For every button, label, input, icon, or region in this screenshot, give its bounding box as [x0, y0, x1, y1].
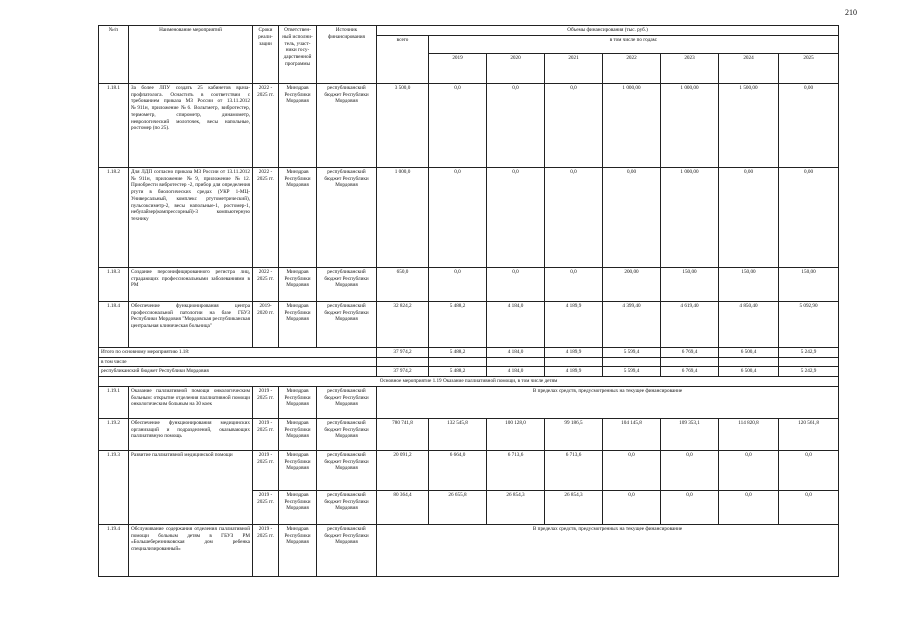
row-total: 3 500,0: [377, 83, 429, 167]
table-row: [99, 301, 839, 347]
row-responsible: Минздрав Республики Мордовия: [279, 450, 317, 490]
row-value: 0,0: [661, 490, 719, 524]
section-row: [99, 377, 839, 387]
table-row: [99, 524, 839, 576]
total-value: 5 599,4: [603, 347, 661, 357]
total-label: в том числе: [99, 357, 377, 367]
total-value: 37 974,2: [377, 347, 429, 357]
row-name: Оказание паллиативной помощи онкологическим больным: открытие отделения паллиативной помощи онкологическим больным на 30 коек: [129, 386, 253, 418]
table-row: [99, 83, 839, 167]
row-note: В пределах средств, предусмотренных на текущее финансирование: [377, 524, 839, 576]
row-value: 0,0: [779, 490, 839, 524]
row-num: 1.19.4: [99, 524, 129, 576]
row-total: 1 000,0: [377, 167, 429, 267]
row-value: 0,0: [487, 167, 545, 267]
total-value: 5 242,9: [779, 347, 839, 357]
row-value: 0,0: [545, 267, 603, 301]
row-value: 0,0: [545, 83, 603, 167]
row-value: 100 128,0: [487, 418, 545, 450]
header-year: 2025: [779, 53, 839, 83]
row-value: 4 619,40: [661, 301, 719, 347]
row-responsible: Минздрав Республики Мордовия: [279, 386, 317, 418]
row-value: 0,00: [779, 83, 839, 167]
row-responsible: Минздрав Республики Мордовия: [279, 301, 317, 347]
row-value: 5 092,90: [779, 301, 839, 347]
page-number: 210: [845, 8, 857, 17]
header-num: №/п: [99, 26, 129, 84]
row-source: республиканский бюджет Республики Мордовия: [317, 524, 377, 576]
financing-table: [98, 25, 839, 577]
row-value: 114 820,8: [719, 418, 779, 450]
row-value: 0,0: [603, 450, 661, 490]
row-value: 6 713,6: [545, 450, 603, 490]
row-value: 26 655,8: [429, 490, 487, 524]
row-name: Создание персонифицированного регистра лиц, страдающих профессиональными заболеваниями в РМ: [129, 267, 253, 301]
total-value: 5 488,2: [429, 367, 487, 377]
header-year: 2023: [661, 53, 719, 83]
row-value: 0,0: [429, 167, 487, 267]
row-responsible: Минздрав Республики Мордовия: [279, 418, 317, 450]
row-term: 2019 - 2025 гг.: [253, 450, 279, 490]
total-label: республиканский бюджет Республики Мордовия: [99, 367, 377, 377]
total-value: 6 500,4: [719, 367, 779, 377]
row-name: Обеспечение функционирования центра профессиональной патологии на базе ГБУЗ Республики Мордовия "Мордовская республиканская центральная клиническая больница": [129, 301, 253, 347]
row-value: 0,0: [603, 490, 661, 524]
header-year: 2020: [487, 53, 545, 83]
row-source: республиканский бюджет Республики Мордовия: [317, 167, 377, 267]
row-value: 1 000,00: [661, 83, 719, 167]
row-value: 200,00: [603, 267, 661, 301]
row-value: 0,00: [779, 167, 839, 267]
row-num: 1.18.4: [99, 301, 129, 347]
row-source: республиканский бюджет Республики Мордовия: [317, 450, 377, 490]
header-incl: в том числе по годам:: [429, 35, 839, 53]
row-num: 1.18.1: [99, 83, 129, 167]
row-term: 2022 - 2025 гг.: [253, 167, 279, 267]
row-num: 1.19.3: [99, 450, 129, 524]
total-value: 6 769,4: [661, 367, 719, 377]
row-term: 2022 - 2025 гг.: [253, 83, 279, 167]
row-value: 1 000,00: [603, 83, 661, 167]
row-value: 0,0: [779, 450, 839, 490]
row-value: 150,00: [779, 267, 839, 301]
header-total: всего: [377, 35, 429, 83]
total-label: Итого по основному мероприятию 1.18:: [99, 347, 377, 357]
header-year: 2022: [603, 53, 661, 83]
table-row: [99, 167, 839, 267]
header-year: 2021: [545, 53, 603, 83]
table-row: [99, 386, 839, 418]
section-title: Основное мероприятие 1.19 Оказание паллиативной помощи, в том числе детям: [99, 377, 839, 387]
row-name: Обслуживание содержания отделения паллиативной помощи больным детям в ГБУЗ РМ «Большеберезниковская дом ребенка специализированный»: [129, 524, 253, 576]
total-value: 5 488,2: [429, 347, 487, 357]
total-value: 6 500,4: [719, 347, 779, 357]
row-source: республиканский бюджет Республики Мордовия: [317, 267, 377, 301]
row-value: 5 488,2: [429, 301, 487, 347]
row-value: 0,0: [429, 83, 487, 167]
row-value: 104 145,8: [603, 418, 661, 450]
row-total: 780 741,8: [377, 418, 429, 450]
row-name: Для ЛДП согласно приказа МЗ России от 13.11.2012 №911н, приложение №9, приложение №12. Приобрести вибротестер -2, прибор для определения ртути в биологических средах (УКР 1-МЦ-Универсальный, комплекс ртутометрический), пульсоксиметр-2, весы напольные-1, ростомер-1, небулайзер(компрессорный)-3 компьютерную технику: [129, 167, 253, 267]
row-value: 0,0: [545, 167, 603, 267]
table-row: [99, 418, 839, 450]
total-value: 4 184,0: [487, 347, 545, 357]
row-value: 0,0: [487, 83, 545, 167]
row-num: 1.19.1: [99, 386, 129, 418]
row-source: республиканский бюджет Республики Мордовия: [317, 83, 377, 167]
total-value: 37 974,2: [377, 367, 429, 377]
row-value: 109 353,1: [661, 418, 719, 450]
row-responsible: Минздрав Республики Мордовия: [279, 524, 317, 576]
row-value: 4 184,0: [487, 301, 545, 347]
row-value: 26 854,3: [545, 490, 603, 524]
row-value: 1 500,00: [719, 83, 779, 167]
row-value: 6 664,0: [429, 450, 487, 490]
total-value: 4 189,9: [545, 347, 603, 357]
row-value: 150,00: [719, 267, 779, 301]
row-total: 32 824,2: [377, 301, 429, 347]
row-value: 120 561,8: [779, 418, 839, 450]
header-name: Наименование мероприятий: [129, 26, 253, 84]
row-total: 80 364,4: [377, 490, 429, 524]
total-row: [99, 357, 839, 367]
row-responsible: Минздрав Республики Мордовия: [279, 167, 317, 267]
row-value: 6 713,6: [487, 450, 545, 490]
row-num: 1.18.3: [99, 267, 129, 301]
row-source: республиканский бюджет Республики Мордовия: [317, 418, 377, 450]
row-source: республиканский бюджет Республики Мордовия: [317, 490, 377, 524]
row-name: Обеспечение функционирования медицинских организаций и подразделений, оказывающих паллиативную помощь: [129, 418, 253, 450]
total-value: 4 189,9: [545, 367, 603, 377]
row-term: 2019- 2020 гг.: [253, 301, 279, 347]
row-value: 4 399,40: [603, 301, 661, 347]
header-year: 2024: [719, 53, 779, 83]
row-responsible: Минздрав Республики Мордовия: [279, 83, 317, 167]
header-source: Источник финансирования: [317, 26, 377, 84]
header-volume: Объемы финансирования (тыс. руб.): [377, 26, 839, 36]
total-row: [99, 347, 839, 357]
row-value: 26 854,3: [487, 490, 545, 524]
total-row: [99, 367, 839, 377]
total-value: 4 184,0: [487, 367, 545, 377]
row-value: 0,0: [719, 490, 779, 524]
header-term: Сроки реали- зации: [253, 26, 279, 84]
row-value: 0,0: [487, 267, 545, 301]
row-name: Развитие паллиативной медицинской помощи: [129, 450, 253, 524]
row-value: 4 189,9: [545, 301, 603, 347]
row-value: 132 545,8: [429, 418, 487, 450]
row-num: 1.18.2: [99, 167, 129, 267]
row-total: 20 091,2: [377, 450, 429, 490]
row-responsible: Минздрав Республики Мордовия: [279, 490, 317, 524]
row-term: 2019 - 2025 гг.: [253, 386, 279, 418]
total-value: 6 769,4: [661, 347, 719, 357]
row-value: 0,0: [719, 450, 779, 490]
row-term: 2019 - 2025 гг.: [253, 490, 279, 524]
row-value: 0,0: [429, 267, 487, 301]
row-value: 1 000,00: [661, 167, 719, 267]
row-term: 2022 - 2025 гг.: [253, 267, 279, 301]
row-source: республиканский бюджет Республики Мордовия: [317, 301, 377, 347]
row-responsible: Минздрав Республики Мордовия: [279, 267, 317, 301]
row-value: 0,00: [719, 167, 779, 267]
row-total: 650,0: [377, 267, 429, 301]
row-num: 1.19.2: [99, 418, 129, 450]
row-name: За более ЛПУ создать 25 кабинетов врача-профпатолога. Оснастить в соответствии с требованием приказа МЗ России от 13.11.2012 №911н, приложение №6. Вольтметр, вибротестер, термометр, спирометр, динамометр, неврологический молоточек, весы напольные, ростомер (по 25).: [129, 83, 253, 167]
row-value: 4 850,40: [719, 301, 779, 347]
row-term: 2019 - 2025 гг.: [253, 524, 279, 576]
row-term: 2019 - 2025 гг.: [253, 418, 279, 450]
row-value: 0,00: [603, 167, 661, 267]
row-value: 99 186,5: [545, 418, 603, 450]
row-value: 0,0: [661, 450, 719, 490]
row-source: республиканский бюджет Республики Мордовия: [317, 386, 377, 418]
table-row: [99, 450, 839, 490]
total-value: 5 242,9: [779, 367, 839, 377]
header-responsible: Ответствен- ный исполни- тель, участ- ники госу- дарственной программы: [279, 26, 317, 84]
table-row: [99, 267, 839, 301]
row-note: В пределах средств, предусмотренных на текущее финансирование: [377, 386, 839, 418]
row-value: 150,00: [661, 267, 719, 301]
total-value: 5 599,4: [603, 367, 661, 377]
header-year: 2019: [429, 53, 487, 83]
